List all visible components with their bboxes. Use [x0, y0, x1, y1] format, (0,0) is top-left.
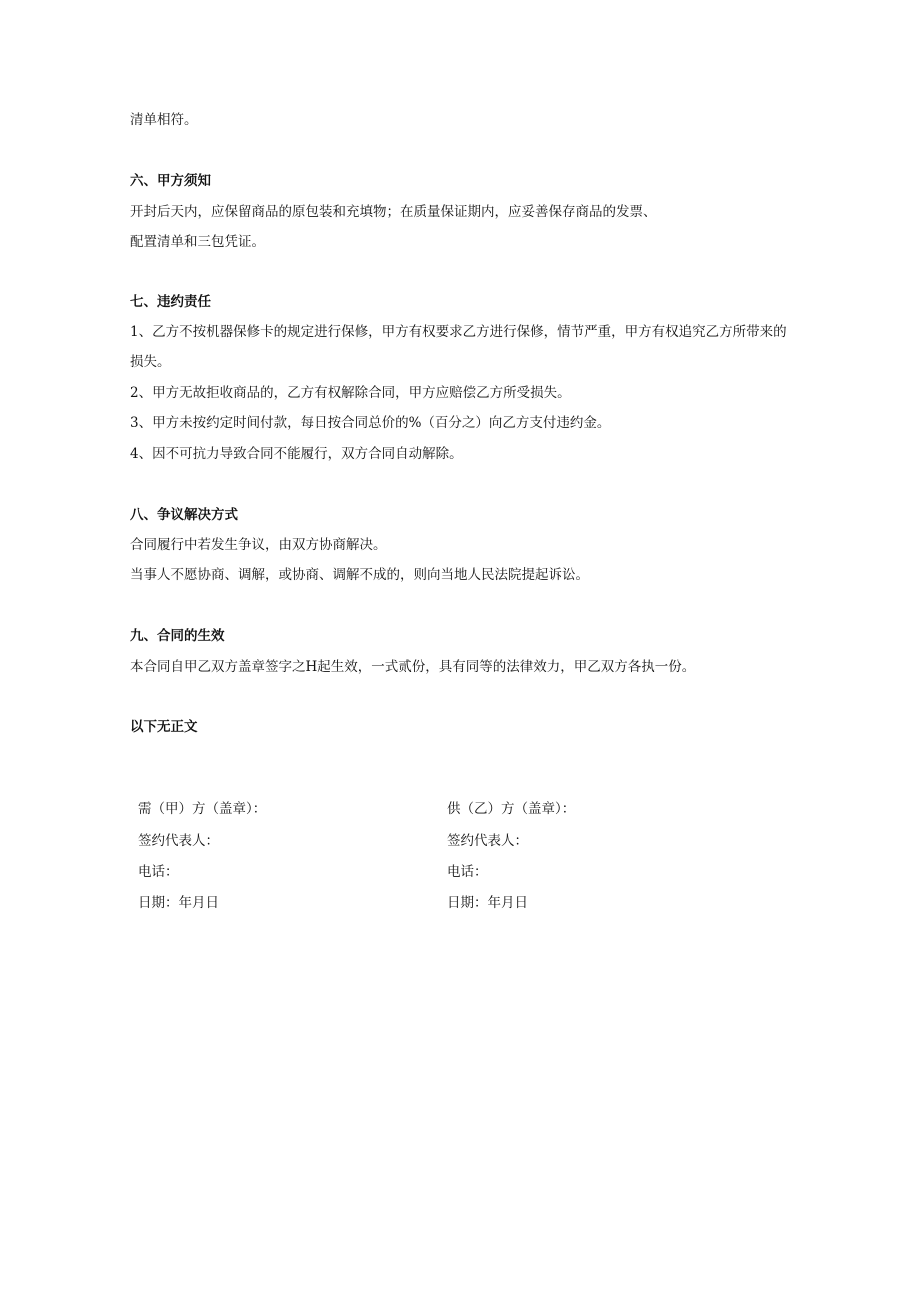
section-8-line-1: 合同履行中若发生争议，由双方协商解决。: [130, 537, 387, 553]
section-7-line-4: 3、甲方未按约定时间付款，每日按合同总价的%（百分之）向乙方支付违约金。: [130, 415, 611, 431]
end-note: 以下无正文: [130, 719, 198, 735]
party-b-seal-label: 供（乙）方（盖章）：: [447, 801, 576, 817]
section-8-heading: 八、争议解决方式: [130, 507, 238, 523]
party-a-date-label: 日期：年月日: [138, 895, 219, 911]
section-7-line-2: 损失。: [130, 354, 171, 370]
section-6-line-1: 开封后天内，应保留商品的原包装和充填物；在质量保证期内，应妥善保存商品的发票、: [130, 204, 657, 220]
section-9-line-1: 本合同自甲乙双方盖章签字之H起生效，一式贰份，具有同等的法律效力，甲乙双方各执一份。: [130, 659, 696, 675]
section-7-line-5: 4、因不可抗力导致合同不能履行，双方合同自动解除。: [130, 446, 463, 462]
party-b-representative-label: 签约代表人：: [447, 833, 528, 849]
section-7-heading: 七、违约责任: [130, 294, 211, 310]
party-b-date-label: 日期：年月日: [447, 895, 528, 911]
section-6-line-2: 配置清单和三包凭证。: [130, 234, 265, 250]
party-a-phone-label: 电话：: [138, 864, 179, 880]
section-7-line-1: 1、乙方不按机器保修卡的规定进行保修，甲方有权要求乙方进行保修，情节严重，甲方有权追究乙方所带来的: [130, 324, 787, 340]
section-6-heading: 六、甲方须知: [130, 173, 211, 189]
section-8-line-2: 当事人不愿协商、调解，或协商、调解不成的，则向当地人民法院提起诉讼。: [130, 567, 589, 583]
party-b-phone-label: 电话：: [447, 864, 488, 880]
party-a-seal-label: 需（甲）方（盖章）：: [138, 801, 267, 817]
party-a-representative-label: 签约代表人：: [138, 833, 219, 849]
section-9-heading: 九、合同的生效: [130, 628, 225, 644]
intro-tail-text: 清单相符。: [130, 112, 198, 128]
section-7-line-3: 2、甲方无故拒收商品的，乙方有权解除合同，甲方应赔偿乙方所受损失。: [130, 385, 571, 401]
